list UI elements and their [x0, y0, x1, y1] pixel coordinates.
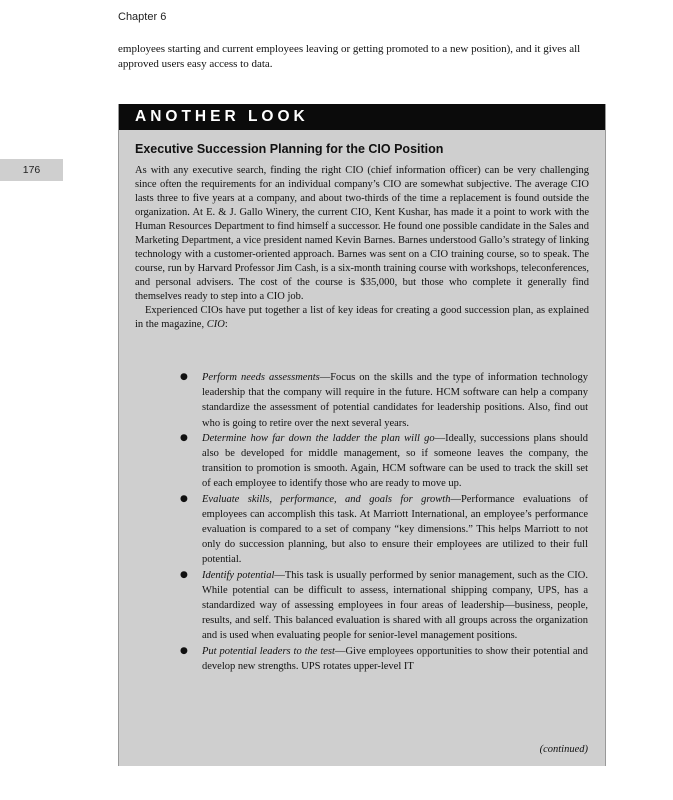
sidebar-title: Executive Succession Planning for the CIO Position	[135, 142, 444, 156]
bullet-icon: ●	[180, 432, 188, 443]
page-number-tab: 176	[0, 159, 63, 181]
bullet-icon: ●	[180, 645, 188, 656]
bullet-text: —Focus on the skills and the type of information technology leadership that the company will require in the future. HCM software can help a company standardize the assessment of potential candidates for leadership positions. Also, find out who is going to retire over the next several years.	[202, 372, 588, 429]
paragraph-2-text: Experienced CIOs have put together a list of key ideas for creating a good succession plan, as explained in the magazine,	[135, 305, 589, 330]
bullet-lead: Perform needs assessments	[202, 372, 320, 383]
bullet-text: —This task is usually performed by senior management, such as the CIO. While potential can be difficult to assess, international shipping company, UPS, has a standardized way of assessing employees in four areas of leadership—business, people, results, and self. This balanced evaluation is shared with all groups across the organization and is used when evaluating people for senior-level management positions.	[202, 569, 588, 642]
paragraph-2-colon: :	[224, 319, 228, 330]
list-item	[180, 370, 588, 431]
bullet-icon: ●	[180, 493, 188, 504]
bullet-text: —Ideally, successions plans should also be developed for middle management, so if someone leaves the company, the transition to promotion is smooth. Again, HCM software can be used to track the skill set of each employee to identify those who are ready to move up.	[202, 432, 588, 490]
sidebar-body	[135, 164, 589, 332]
bullet-text: —Performance evaluations of employees can accomplish this task. At Marriott International, an employee’s performance evaluation is compared to a set of company “key dimensions.” This helps Marriott to not only do succession planning, but also to ensure their employees are utilized to their full potential.	[202, 493, 588, 566]
magazine-title: CIO	[206, 319, 225, 330]
bullet-text: —Give employees opportunities to show their potential and develop new strengths. UPS rotates upper-level IT	[202, 645, 588, 672]
continued-label: (continued)	[539, 744, 588, 755]
key-ideas-list	[180, 370, 588, 674]
bullet-lead: Identify potential	[202, 569, 275, 581]
list-item	[180, 644, 588, 674]
another-look-banner: ANOTHER LOOK	[119, 104, 605, 130]
list-item	[180, 568, 588, 644]
bullet-lead: Put potential leaders to the test	[202, 645, 335, 657]
sidebar-paragraph-2	[135, 304, 589, 332]
list-item	[180, 492, 588, 568]
sidebar-paragraph-1: As with any executive search, finding the right CIO (chief information officer) can be very challenging since often the requirements for an individual company’s CIO are somewhat subjective. The average CIO lasts three to five years at a company, and about two-thirds of the time a replacement is found outside the organization. At E. & J. Gallo Winery, the current CIO, Kent Kushar, has made it a point to work with the Human Resources Department to find himself a successor. He found one possible candidate in the Sales and Marketing Department, a vice president named Kevin Barnes. Barnes understood Gallo’s strategy of linking technology with a customer-oriented approach. Barnes was sent on a CIO training course, so to speak. The course, run by Harvard Professor Jim Cash, is a six-month training course with workshops, teleconferences, and personal advisers. The cost of the course is $35,000, but those who complete it generally find themselves ready to step into a CIO job.	[135, 165, 590, 302]
bullet-lead: Evaluate skills, performance, and goals for growth	[202, 493, 451, 505]
bullet-icon: ●	[180, 372, 188, 382]
bullet-lead: Determine how far down the ladder the plan will go	[202, 432, 435, 444]
intro-paragraph: employees starting and current employees leaving or getting promoted to a new position), and it gives all approved users easy access to data.	[118, 43, 581, 70]
bullet-icon: ●	[180, 569, 188, 580]
list-item	[180, 431, 588, 492]
chapter-header: Chapter 6	[118, 11, 167, 23]
